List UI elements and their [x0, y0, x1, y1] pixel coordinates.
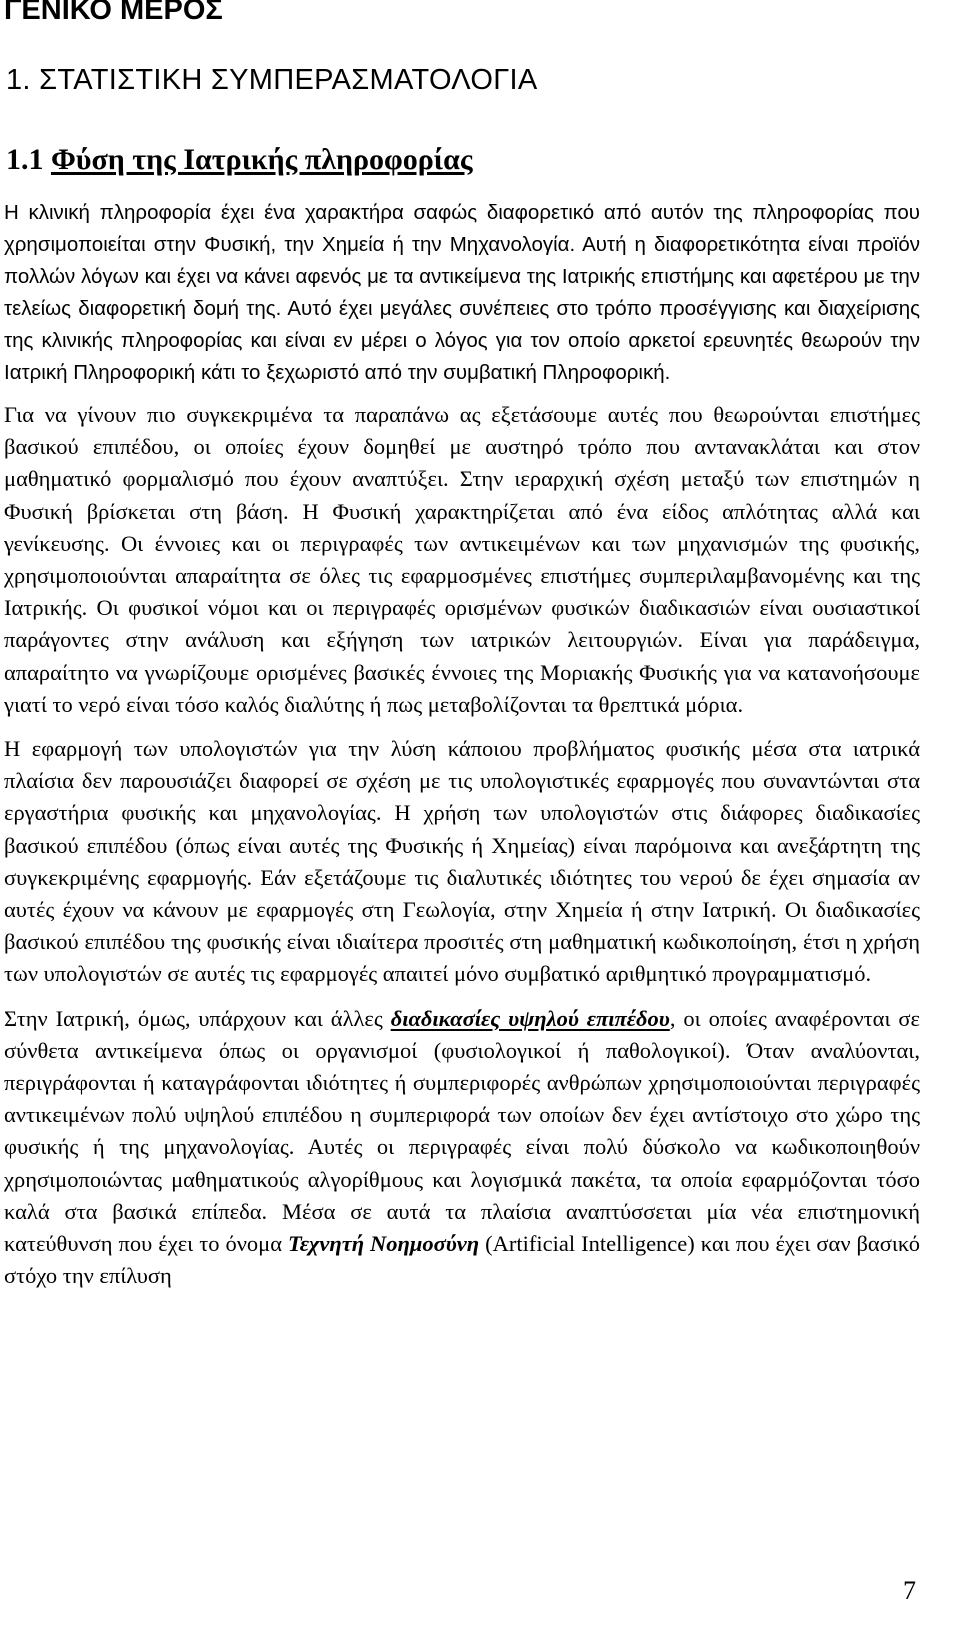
section-title — [6, 143, 473, 177]
paragraph-3: Η εφαρμογή των υπολογιστών για την λύση κάποιου προβλήματος φυσικής μέσα στα ιατρικά πλαίσια δεν παρουσιάζει διαφορεί σε σχέση με τις υπολογιστικές εφαρμογές που συναντώνται στα εργαστήρια φυσικής και μηχανολογίας. Η χρήση των υπολογιστών στις διάφορες διαδικασίες βασικού επιπέδου (όπως είναι αυτές της Φυσικής ή Χημείας) είναι παρόμοινα και ανεξάρτητη της συγκεκριμένης εφαρμογής. Εάν εξετάζουμε τις διαλυτικές ιδιότητες του νερού δε έχει σημασία αν αυτές έχουν να κάνουν με εφαρμογές στη Γεωλογία, στην Χημεία ή στην Ιατρική. Οι διαδικασίες βασικού επιπέδου της φυσικής είναι ιδιαίτερα προσιτές στη μαθηματική κωδικοποίηση, έτσι η χρήση των υπολογιστών σε αυτές τις εφαρμογές απαιτεί μόνο συμβατικό αριθμητικό προγραμματισμό. — [4, 736, 920, 987]
page-number: 7 — [903, 1576, 916, 1605]
paragraph-4 — [4, 1003, 920, 1293]
paragraph-4-intro: Στην Ιατρική, όμως, υπάρχουν και άλλες — [4, 1005, 391, 1031]
highlighted-term-artificial-intelligence: Τεχνητή Νοημοσύνη — [288, 1231, 480, 1257]
paragraph-4-end: (Artificial Intelligence) και που έχει σαν βασικό στόχο την επίλυση — [4, 1231, 920, 1289]
paragraph-2: Για να γίνουν πιο συγκεκριμένα τα παραπάνω ας εξετάσουμε αυτές που θεωρούνται επιστήμες βασικού επιπέδου, οι οποίες έχουν δομηθεί με αυστηρό τρόπο που αντανακλάται και στον μαθηματικό φορμαλισμό που έχουν αναπτύξει. Στην ιεραρχική σχέση μεταξύ των επιστημών η Φυσική βρίσκεται στη βάση. Η Φυσική χαρακτηρίζεται από ένα είδος απλότητας αλλά και γενίκευσης. Οι έννοιες και οι περιγραφές των αντικειμένων και των μηχανισμών της φυσικής, χρησιμοποιούνται απαραίτητα σε όλες τις εφαρμοσμένες επιστήμες συμπεριλαμβανομένης και της Ιατρικής. Οι φυσικοί νόμοι και οι περιγραφές ορισμένων φυσικών διαδικασιών είναι ουσιαστικοί παράγοντες στην ανάλυση και εξήγηση των ιατρικών λειτουργιών. Είναι για παράδειγμα, απαραίτητο να γνωρίζουμε ορισμένες βασικές έννοιες της Μοριακής Φυσικής για να κατανοήσουμε γιατί το νερό είναι τόσο καλός διαλύτης ή πως μεταβολίζονται τα θρεπτικά μόρια. — [4, 402, 920, 717]
section-heading-text: Φύση της Ιατρικής πληροφορίας — [51, 143, 473, 176]
paragraph-1: Η κλινική πληροφορία έχει ένα χαρακτήρα σαφώς διαφορετικό από αυτόν της πληροφορίας που χρησιμοποιείται στην Φυσική, την Χημεία ή την Μηχανολογία. Αυτή η διαφορετικότητα είναι προϊόν πολλών λόγων και έχει να κάνει αφενός με τα αντικείμενα της Ιατρικής επιστήμης και αφετέρου με την τελείως διαφορετική δομή της. Αυτό έχει μεγάλες συνέπειες στο τρόπο προσέγγισης και διαχείρισης της κλινικής πληροφορίας και είναι εν μέρει ο λόγος για τον οποίο αρκετοί ερευνητές θεωρούν την Ιατρική Πληροφορική κάτι το ξεχωριστό από την συμβατική Πληροφορική. — [4, 201, 920, 384]
paragraph-4-body: , οι οποίες αναφέρονται σε σύνθετα αντικείμενα όπως οι οργανισμοί (φυσιολογικοί ή παθολογικοί). Όταν αναλύονται, περιγράφονται ή καταγράφονται ιδιότητες ή συμπεριφορές ανθρώπων χρησιμοποιούνται περιγραφές αντικειμένων πολύ υψηλού επιπέδου η συμπεριφορά των οποίων δεν έχει αντίστοιχο στο χώρο της φυσικής ή της μηχανολογίας. Αυτές οι περιγραφές είναι πολύ δύσκολο να κωδικοποιηθούν χρησιμοποιώντας μαθηματικούς αλγορίθμους και λογισμικά πακέτα, τα οποία εφαρμόζονται τόσο καλά στα βασικά επίπεδα. Μέσα σε αυτά τα πλαίσια αναπτύσσεται μία νέα επιστημονική κατεύθυνση που έχει το όνομα — [4, 1005, 920, 1257]
chapter-title: 1. ΣΤΑΤΙΣΤΙΚΗ ΣΥΜΠΕΡΑΣΜΑΤΟΛΟΓΙΑ — [6, 64, 538, 96]
section-number: 1.1 — [6, 143, 44, 176]
part-title: ΓΕΝΙΚΟ ΜΕΡΟΣ — [4, 0, 223, 26]
highlighted-term-high-level-processes: διαδικασίες υψηλού επιπέδου — [390, 1005, 670, 1031]
body-text — [4, 197, 920, 1292]
